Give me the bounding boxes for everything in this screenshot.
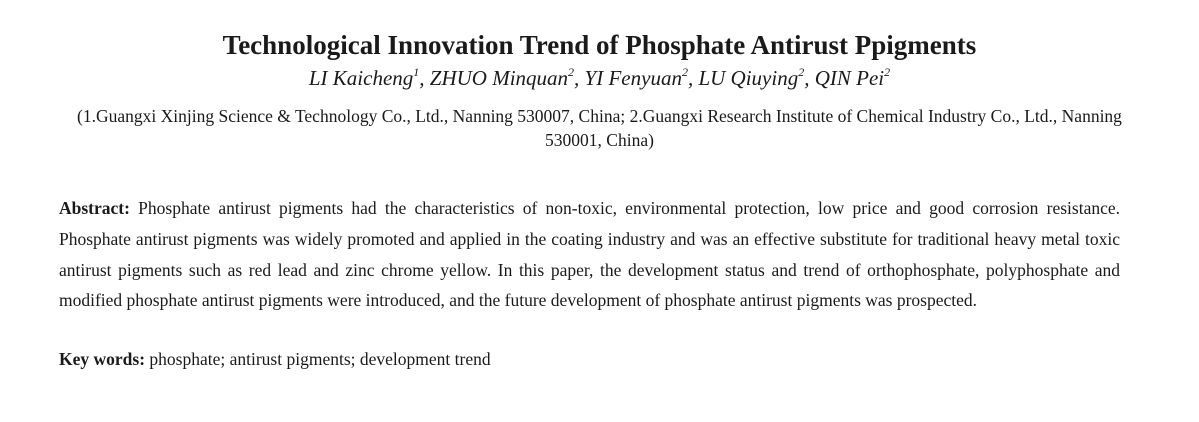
author	[585, 66, 699, 90]
keywords-line	[59, 345, 491, 373]
author	[815, 66, 890, 90]
author-list	[0, 66, 1199, 91]
author-name: ZHUO Minquan	[429, 66, 569, 90]
abstract-label: Abstract:	[59, 198, 130, 218]
author-affiliation-mark: 2	[798, 65, 805, 79]
affiliation-text: (1.Guangxi Xinjing Science & Technology Co., Ltd., Nanning 530007, China; 2.Guangxi Research Institute of Chemical Industry Co., Ltd., Nanning 530001, China)	[77, 106, 1122, 150]
author-name: YI Fenyuan	[584, 66, 682, 90]
abstract-text: Phosphate antirust pigments had the characteristics of non-toxic, environmental protection, low price and good corrosion resistance. Phosphate antirust pigments was widely promoted and applied in the coating industry and was an effective substitute for traditional heavy metal toxic antirust pigments such as red lead and zinc chrome yellow. In this paper, the development status and trend of orthophosphate, polyphosphate and modified phosphate antirust pigments were introduced, and the future development of phosphate antirust pigments was prospected.	[59, 198, 1121, 311]
author-separator: ,	[804, 66, 815, 90]
paper-title: Technological Innovation Trend of Phosphate Antirust Ppigments	[222, 30, 977, 60]
author-separator: ,	[574, 66, 585, 90]
keywords-label: Key words:	[59, 349, 146, 369]
author-affiliation-mark: 2	[568, 65, 575, 79]
author-name: LU Qiuying	[698, 66, 799, 90]
author-name: LI Kaicheng	[308, 66, 414, 90]
author-affiliation-mark: 2	[884, 65, 891, 79]
author-separator: ,	[419, 66, 430, 90]
abstract-paragraph	[59, 193, 1120, 316]
author	[309, 66, 430, 90]
author-name: QIN Pei	[814, 66, 885, 90]
keywords-text: phosphate; antirust pigments; development trend	[149, 349, 491, 369]
author-affiliation-mark: 1	[413, 65, 420, 79]
author-affiliation-mark: 2	[681, 65, 688, 79]
author-separator: ,	[687, 66, 699, 90]
author	[698, 66, 814, 90]
author	[430, 66, 585, 90]
